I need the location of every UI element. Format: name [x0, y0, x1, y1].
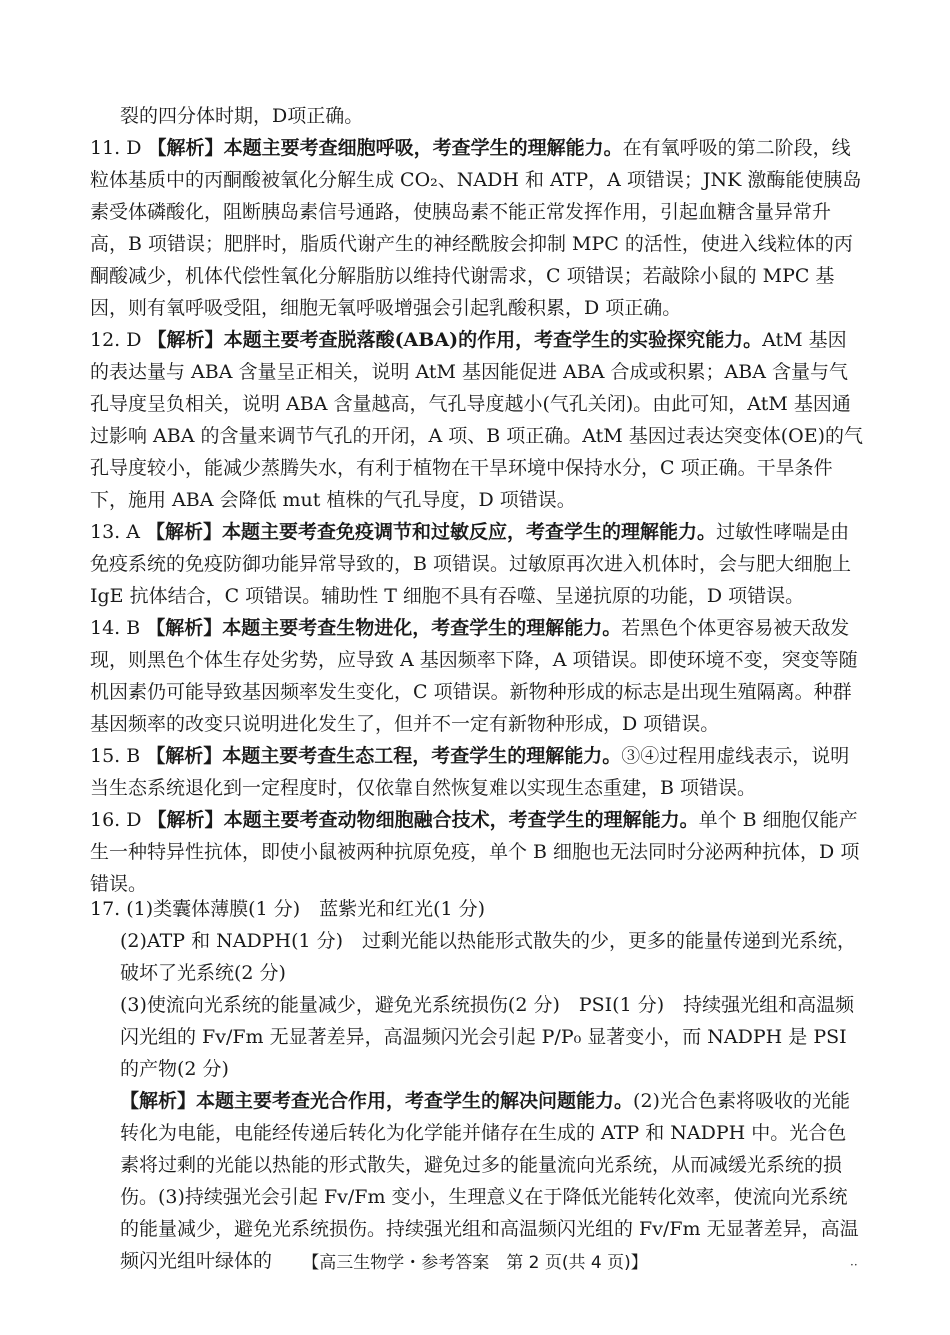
item-body: ③④过程用虚线表示，说明当生态系统退化到一定程度时，仅依靠自然恢复难以实现生态重建，B 项错误。 [90, 745, 850, 799]
answer-item-11 [90, 132, 865, 324]
analysis-tag: 【解析】 [147, 137, 224, 159]
item-number: 17. [90, 898, 121, 920]
item-body: 单个 B 细胞仅能产生一种特异性抗体，即使小鼠被两种抗原免疫，单个 B 细胞也无法同时分泌两种抗体，D 项错误。 [90, 809, 860, 895]
item-number: 15. B [90, 745, 141, 767]
q17-part-1: (1)类囊体薄膜(1 分) 蓝紫光和红光(1 分) [126, 898, 486, 920]
item-lead: 本题主要考查生态工程，考查学生的理解能力。 [222, 745, 622, 767]
analysis-tag: 【解析】 [120, 1090, 197, 1112]
item-number: 11. D [90, 137, 142, 159]
answer-item-17 [90, 893, 865, 925]
answer-item-16 [90, 804, 865, 900]
item-number: 12. D [90, 329, 142, 351]
answer-item-12 [90, 324, 865, 516]
analysis-tag: 【解析】 [146, 745, 223, 767]
item-body: 过敏性哮喘是由免疫系统的免疫防御功能异常导致的，B 项错误。过敏原再次进入机体时，会与肥大细胞上 IgE 抗体结合，C 项错误。辅助性 T 细胞不具有吞噬、呈递抗原的功能，D 项错误。 [90, 521, 852, 607]
item-number: 14. B [90, 617, 141, 639]
answer-item-14 [90, 612, 865, 740]
q17-part-3: (3)使流向光系统的能量减少，避免光系统损伤(2 分) PSⅠ(1 分) 持续强光组和高温频闪光组的 Fv/Fm 无显著差异，高温频闪光会引起 P/P₀ 显著变小，而 NADPH 是 PSⅠ的产物(2 分) [120, 994, 855, 1080]
item-lead: 本题主要考查生物进化，考查学生的理解能力。 [222, 617, 622, 639]
item-lead: 本题主要考查光合作用，考查学生的解决问题能力。 [196, 1090, 634, 1112]
answer-item-15 [90, 740, 865, 804]
analysis-tag: 【解析】 [146, 521, 223, 543]
item-body: AtM 基因的表达量与 ABA 含量呈正相关，说明 AtM 基因能促进 ABA 合成或积累；ABA 含量与气孔导度呈负相关，说明 ABA 含量越高，气孔导度越小(气孔关闭)。由此可知，AtM 基因通过影响 ABA 的含量来调节气孔的开闭，A 项、B 项正确。AtM 基因过表达突变体(OE)的气孔导度较小，能减少蒸腾失水，有利于植物在干旱环境中保持水分，C 项正确。干旱条件下，施用 ABA 会降低 mut 植株的气孔导度，D 项错误。 [90, 329, 864, 511]
analysis-tag: 【解析】 [147, 809, 224, 831]
item-number: 13. A [90, 521, 140, 543]
item-lead: 本题主要考查脱落酸(ABA)的作用，考查学生的实验探究能力。 [223, 329, 763, 351]
item-lead: 本题主要考查免疫调节和过敏反应，考查学生的理解能力。 [222, 521, 717, 543]
item-body: 在有氧呼吸的第二阶段，线粒体基质中的丙酮酸被氧化分解生成 CO₂、NADH 和 ATP，A 项错误；JNK 激酶能使胰岛素受体磷酸化，阻断胰岛素信号通路，使胰岛素不能正常发挥作用，引起血糖含量异常升高，B 项错误；肥胖时，脂质代谢产生的神经酰胺会抑制 MPC 的活性，使进入线粒体的丙酮酸减少，机体代偿性氧化分解脂肪以维持代谢需求，C 项错误；若敲除小鼠的 MPC 基因，则有氧呼吸受阻，细胞无氧呼吸增强会引起乳酸积累，D 项正确。 [90, 137, 862, 319]
item-lead: 本题主要考查动物细胞融合技术，考查学生的理解能力。 [223, 809, 699, 831]
item-number: 16. D [90, 809, 142, 831]
q17-part-2: (2)ATP 和 NADPH(1 分) 过剩光能以热能形式散失的少，更多的能量传递到光系统，破坏了光系统(2 分) [120, 930, 857, 984]
corner-mark: ·· [850, 1258, 858, 1272]
page-footer: 【高三生物学・参考答案 第 2 页(共 4 页)】 [302, 1253, 648, 1273]
continuation-paragraph: 裂的四分体时期，D项正确。 [120, 105, 364, 127]
item-body: (2)光合色素将吸收的光能转化为电能，电能经传递后转化为化学能并储存在生成的 ATP 和 NADPH 中。光合色素将过剩的光能以热能的形式散失，避免过多的能量流向光系统，从而减缓光系统的损伤。(3)持续强光会引起 Fv/Fm 变小，生理意义在于降低光能转化效率，使流向光系统的能量减少，避免光系统损伤。持续强光组和高温频闪光组的 Fv/Fm 无显著差异，高温频闪光组叶绿体的 [120, 1090, 859, 1272]
analysis-tag: 【解析】 [147, 329, 224, 351]
item-body: 若黑色个体更容易被天敌发现，则黑色个体生存处劣势，应导致 A 基因频率下降，A 项错误。即使环境不变，突变等随机因素仍可能导致基因频率发生变化，C 项错误。新物种形成的标志是出现生殖隔离。种群基因频率的改变只说明进化发生了，但并不一定有新物种形成，D 项错误。 [90, 617, 858, 735]
analysis-tag: 【解析】 [146, 617, 223, 639]
answer-item-13 [90, 516, 865, 612]
item-lead: 本题主要考查细胞呼吸，考查学生的理解能力。 [223, 137, 623, 159]
